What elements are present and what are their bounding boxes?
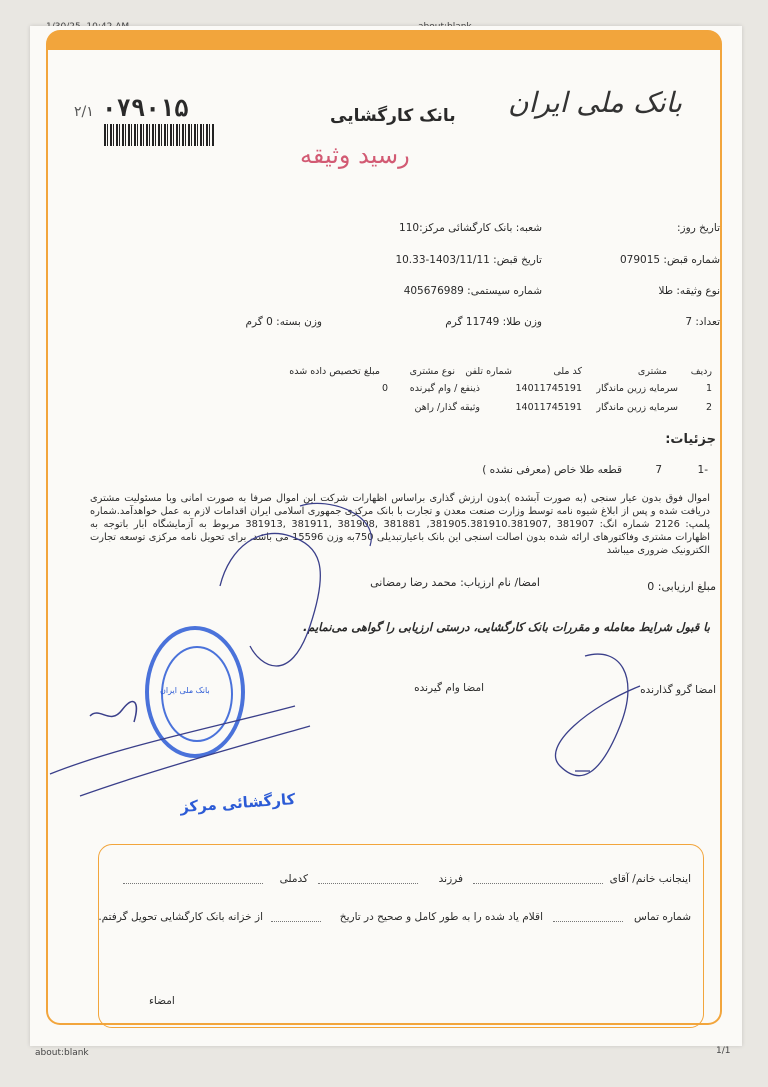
phone-blank: [553, 921, 623, 922]
page-indicator: 1/1: [716, 1046, 731, 1056]
barcode: [104, 124, 214, 146]
receipt-title: رسید وثیقه: [300, 141, 410, 169]
count-field: تعداد: 7: [685, 316, 720, 328]
stamp-inner-text: بانک ملی ایران: [160, 686, 210, 695]
acknowledgement-text: با قبول شرایط معامله و مقررات بانک کارگشایی، درستی ارزیابی را گواهی می‌نمایم.: [302, 620, 710, 634]
delivery-received-text: از خزانه بانک کارگشایی تحویل گرفتم.: [98, 911, 263, 923]
collateral-type-field: نوع وثیقه: طلا: [658, 285, 720, 297]
serial-number: ۰۷۹۰۱۵: [102, 94, 189, 122]
row-customer: سرمایه زرین ماندگار: [596, 383, 678, 394]
detail-item-desc: قطعه طلا خاص (معرفی نشده ): [482, 464, 622, 476]
appraisal-amount: مبلغ ارزیابی: 0: [647, 580, 716, 593]
borrower-signature-label: امضا وام گیرنده: [414, 682, 484, 694]
receipt-no-field: شماره قبض: 079015: [620, 254, 720, 266]
details-title: جزئیات:: [665, 432, 716, 447]
row-customer-type: وثیقه گذار/ راهن: [414, 402, 480, 413]
bank-logo: بانک ملی ایران: [508, 86, 682, 119]
th-amount: مبلغ تخصیص داده شده: [289, 366, 380, 377]
th-index: ردیف: [690, 366, 712, 377]
row-amount: 0: [381, 383, 388, 394]
branch-field: شعبه: بانک کارگشائی مرکز:110: [399, 222, 542, 234]
th-national-id: کد ملی: [553, 366, 582, 377]
receipt-document: [30, 26, 742, 1046]
package-weight-field: وزن بسته: 0 گرم: [245, 316, 322, 328]
delivery-signature-label: امضاء: [149, 995, 175, 1007]
detail-item-index: -1: [697, 464, 708, 476]
pledger-signature-label: امضا گرو گذارنده: [640, 684, 716, 696]
row-customer-type: ذینفع / وام گیرنده: [409, 383, 480, 394]
stamp-caption: کارگشائی مرکز: [179, 790, 296, 816]
appraiser-name: امضا/ نام ارزیاب: محمد رضا رمضانی: [370, 576, 540, 589]
row-national-id: 14011745191: [515, 402, 582, 413]
copy-mark: ۲/۱: [74, 104, 94, 120]
th-customer-type: نوع مشتری: [409, 366, 455, 377]
name-blank: [473, 883, 603, 884]
delivery-phone-label: شماره تماس: [634, 911, 691, 923]
system-no-field: شماره سیستمی: 405676989: [403, 285, 542, 297]
row-customer: سرمایه زرین ماندگار: [596, 402, 678, 413]
delivery-items-text: اقلام یاد شده را به طور کامل و صحیح در تاریخ: [339, 911, 543, 923]
date-blank: [271, 921, 321, 922]
gold-weight-field: وزن طلا: 11749 گرم: [445, 316, 542, 328]
bank-name: بانک کارگشایی: [330, 106, 456, 126]
child-blank: [318, 883, 418, 884]
delivery-child-label: فرزند: [438, 873, 463, 885]
delivery-id-label: کدملی: [279, 873, 308, 885]
date-label: تاریخ روز:: [677, 222, 720, 234]
row-index: 1: [705, 383, 712, 394]
row-index: 2: [705, 402, 712, 413]
receipt-date-field: تاریخ قبض: 1403/11/11-10.33: [395, 254, 542, 266]
th-customer: مشتری: [637, 366, 667, 377]
id-blank: [123, 883, 263, 884]
print-url-bottom: about:blank: [35, 1048, 89, 1058]
th-phone: شماره تلفن: [465, 366, 512, 377]
details-paragraph: اموال فوق بدون عیار سنجی (به صورت آبشده )بدون ارزش گذاری براساس اظهارات شرکت این اموال صرفا به صورت امانی وبا مسئولیت مشتری دریافت شده و پس از ابلاغ شیوه نامه توسط وزارت صنعت معدن و تجارت با بانک مرکزی جمهوری اسلامی ایران اقدامات لازم به عمل خواهدآمد.شماره پلمپ: 2126 شماره انگ: 381907 ,381905.381910.381907, 381881 ,381908 ,381911 ,381913 مربوط به آزمایشگاه ابار باتوجه به اظهارات مشتری وفاکتورهای ارائه شده بدون اصالت اسنجی این بانک باعیارتبدیلی 750به وزن 15596 می باشد. برای تحویل نامه مرکزی توسعه تجارت الکترونیک ضروری میباشد: [90, 493, 710, 556]
delivery-box: [98, 844, 704, 1028]
row-national-id: 14011745191: [515, 383, 582, 394]
detail-item-count: 7: [655, 464, 662, 476]
delivery-name-label: اینجانب خانم/ آقای: [609, 873, 691, 885]
